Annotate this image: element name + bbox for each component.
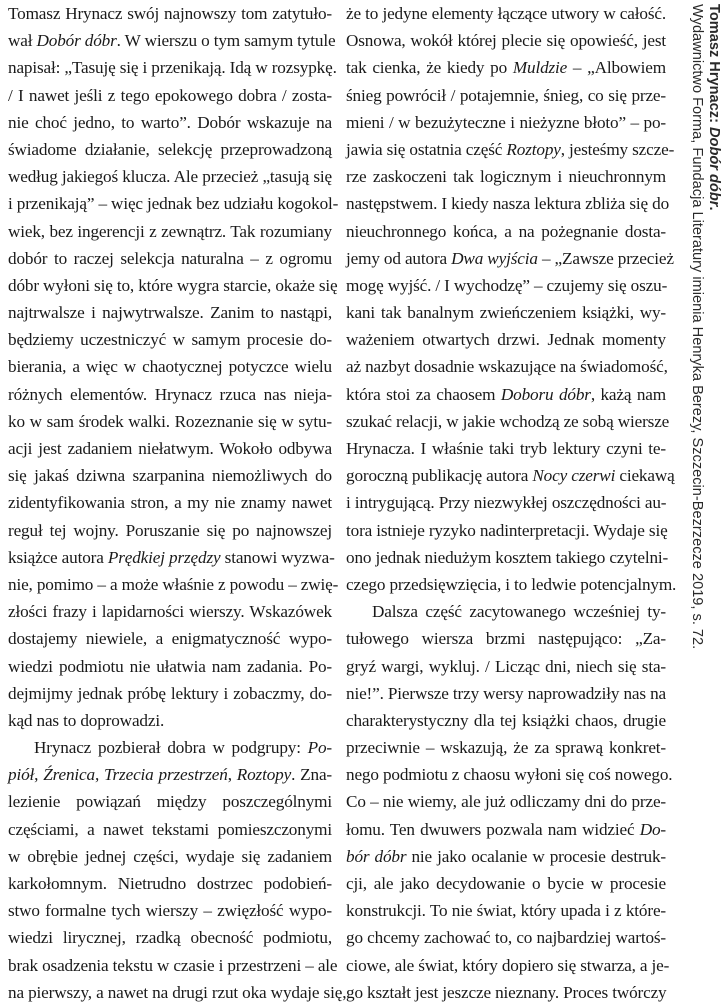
left-text-line <box>8 924 332 951</box>
left-text-line <box>8 544 335 571</box>
text-run: tora istnieje ryzyko nadinterpretacji. Wydaje się <box>346 520 668 540</box>
text-run: ważeniem otwartych drzwi. Jednak momenty <box>346 330 666 350</box>
left-text-line <box>8 353 332 380</box>
text-run: zidentyfikowania stron, a my nie znamy nawet <box>8 493 332 513</box>
text-run: i przenikają” – więc jednak bez udziału kogokol- <box>8 194 339 214</box>
left-text-line <box>8 979 347 1006</box>
left-text-line <box>8 788 332 815</box>
left-text-line <box>8 163 332 190</box>
right-text-line <box>346 598 666 625</box>
book-title: Dobór dóbr <box>706 127 722 207</box>
left-text-line <box>8 952 338 979</box>
text-run: wiek, bez ingerencji z zewnątrz. Tak rozumiany <box>8 221 332 241</box>
right-text-line <box>346 190 670 217</box>
text-run: nie!”. Pierwsze trzy wersy naprowadziły nas na <box>346 683 667 703</box>
right-text-line <box>346 245 674 272</box>
left-text-line <box>8 109 332 136</box>
right-text-line <box>346 109 666 136</box>
left-text-line <box>8 190 339 217</box>
text-run: jemy od autora <box>346 248 452 268</box>
left-text-line <box>8 326 332 353</box>
italic-title: Dobór dóbr <box>36 31 117 51</box>
text-run: Co – nie wiemy, ale już odliczamy dni do prze- <box>346 792 666 812</box>
book-publication: Wydawnictwo Forma, Fundacja Literatury imienia Henryka Berezy, Szczecin-Bezrzecze 2019, s. 72. <box>689 4 705 650</box>
text-run: , jesteśmy szcze- <box>560 139 675 159</box>
italic-title: Trzecia przestrzeń <box>104 765 228 785</box>
left-text-line <box>8 761 332 788</box>
text-run: przeciwnie – wskazują, że za sprawą konkret- <box>346 738 666 758</box>
text-run: acji jest zadaniem niełatwym. Wokoło odbywa <box>8 439 332 458</box>
right-text-line <box>346 870 666 897</box>
left-text-line <box>8 462 332 489</box>
left-text-line <box>8 870 332 897</box>
right-text-line <box>346 27 666 54</box>
text-run: na pierwszy, a nawet na drugi rzut oka wydaje się, <box>8 982 347 1002</box>
text-run: następstwem. I kiedy nasza lektura zbliża się do <box>346 194 670 214</box>
left-text-line <box>8 680 332 707</box>
text-run: łomu. Ten dwuwers pozwala nam widzieć <box>346 819 640 839</box>
right-text-line <box>346 653 666 680</box>
text-run: jawia się ostatnia część <box>346 139 507 159</box>
text-run: ciowe, ale świat, który dopiero się stwarza, a je- <box>346 955 670 975</box>
italic-title: Po- <box>307 738 332 758</box>
italic-title: bór dóbr <box>346 846 407 866</box>
text-run: reguł tej wojny. Poruszanie się po najnowszej <box>8 520 332 540</box>
text-run: – „Albowiem <box>567 58 666 78</box>
left-text-line <box>8 245 332 272</box>
text-run: ciekawą <box>615 466 675 486</box>
right-text-line <box>346 707 666 734</box>
italic-title: Nocy czerwi <box>532 466 616 486</box>
text-run: dejmijmy jednak próbę lektury i zobaczmy, do- <box>8 683 332 703</box>
text-run: wiedzi podmiotu nie ułatwia nam zadania. Po- <box>8 656 332 676</box>
right-text-line <box>346 82 666 109</box>
left-text-line <box>8 734 332 761</box>
italic-title: Dwa wyjścia <box>451 248 538 268</box>
text-run: Hrynacz pozbierał dobra w podgrupy: <box>34 738 308 758</box>
left-text-line <box>8 299 332 326</box>
right-text-line <box>346 54 666 81</box>
right-text-line <box>346 952 670 979</box>
text-run: charakterystyczny dla tej książki chaos, drugie <box>346 710 666 730</box>
text-run: będziemy uczestniczyć w samym procesie do- <box>8 330 332 350</box>
text-run: dobór to raczej selekcja naturalna – z ogromu <box>8 248 332 268</box>
italic-title: Źrenica <box>43 765 95 785</box>
text-run: goroczną publikację autora <box>346 466 533 486</box>
text-run: napisał: „Tasuję się i przenikają. Idą w rozsypkę. <box>8 58 337 78</box>
text-run: w obrębie jednej części, wydaje się zadaniem <box>8 846 332 866</box>
left-text-line <box>8 517 332 544</box>
right-text-line <box>346 761 673 788</box>
text-run: – „Zawsze przecież <box>537 248 674 268</box>
text-run: Osnowa, wokół której plecie się opowieść, jest <box>346 31 666 51</box>
text-run: nego podmiotu z chaosu wyłoni się coś nowego. <box>346 765 673 785</box>
text-run: wiedzi lirycznej, rzadką obecność podmiotu, <box>8 928 332 948</box>
left-text-line <box>8 27 336 54</box>
text-run: Tomasz Hrynacz swój najnowszy tom zatytuło- <box>8 4 332 23</box>
text-run: stanowi wyzwa- <box>220 547 335 567</box>
text-run: tułowego wiersza brzmi następująco: „Za- <box>346 629 666 649</box>
left-text-line <box>8 435 332 462</box>
text-run: czego przedsięwzięcia, i to ledwie potencjalnym. <box>346 574 677 594</box>
text-run: ko w sam środek walki. Rozeznanie się w sytu- <box>8 411 332 431</box>
right-text-line <box>346 408 670 435</box>
left-column <box>8 0 347 1006</box>
text-run: mieni / w bezużyteczne i nieżyzne błoto” – po- <box>346 112 666 132</box>
book-author-title <box>705 4 722 649</box>
text-run: szukać relacji, w jakie wchodzą ze sobą wiersze <box>346 411 670 431</box>
text-run: aż nazbyt dosadnie wskazujące na świadomość, <box>346 357 668 377</box>
right-text-line <box>346 136 675 163</box>
text-run: książce autora <box>8 547 108 567</box>
right-text-line <box>346 897 666 924</box>
left-text-line <box>8 571 339 598</box>
italic-title: Muldzie <box>512 58 568 78</box>
text-run: konstrukcji. To nie świat, który upada i z które- <box>346 901 666 921</box>
text-run: , każą nam <box>590 384 666 404</box>
left-text-line <box>8 653 332 680</box>
text-run: stwo formalne tych wierszy – zwięzłość wypo- <box>8 901 332 921</box>
left-text-line <box>8 843 332 870</box>
left-text-line <box>8 381 332 408</box>
text-run: śnieg powrócił / potajemnie, śnieg, co się prze- <box>346 85 666 105</box>
right-text-line <box>346 816 666 843</box>
text-run: nie, pomimo – a może właśnie z powodu – zwię- <box>8 574 339 594</box>
right-text-line <box>346 979 666 1006</box>
left-text-line <box>8 897 332 924</box>
left-text-line <box>8 82 332 109</box>
italic-title: Doboru dóbr <box>500 384 591 404</box>
text-run: cji, ale jako decydowanie o bycie w procesie <box>346 874 666 893</box>
text-run: Dalsza część zacytowanego wcześniej ty- <box>372 602 666 622</box>
left-text-line <box>8 598 332 625</box>
left-text-line <box>8 707 332 734</box>
text-run: go chcemy zachować to, co najbardziej wartoś- <box>346 928 666 948</box>
left-text-line <box>8 218 332 245</box>
italic-title: Roztopy <box>506 139 561 159</box>
text-run: dóbr wyłoni się to, które wygra starcie, okaże się <box>8 275 338 295</box>
text-run: nieuchronnego końca, a na pożegnanie dosta- <box>346 221 666 241</box>
right-text-line <box>346 353 666 380</box>
text-run: gryź wargi, wykluj. / Licząc dni, niech się sta- <box>346 656 666 676</box>
text-run: różnych elementów. Hrynacz rzuca nas nieja- <box>8 384 332 404</box>
text-run: i intrygującą. Przy niezwykłej oszczędności au- <box>346 493 667 513</box>
text-run: tak cienka, że kiedy po <box>346 58 513 78</box>
italic-title: piół <box>8 765 35 785</box>
right-text-line <box>346 163 666 190</box>
text-run: kąd nas to doprowadzi. <box>8 710 165 730</box>
left-text-line <box>8 0 332 27</box>
left-text-line <box>8 816 332 843</box>
right-column <box>346 0 677 1006</box>
right-text-line <box>346 788 666 815</box>
text-run: Hrynacza. I właśnie taki tryb lektury czyni te- <box>346 439 666 458</box>
right-text-line <box>346 0 666 27</box>
text-run: kani tak banalnym zwieńczeniem książki, wy- <box>346 303 666 323</box>
text-run: świadome działanie, selekcję przeprowadzoną <box>8 139 332 159</box>
text-run: najtrwalsze i najwytrwalsze. Zanim to nastąpi, <box>8 303 332 323</box>
text-run: nie jako ocalanie w procesie destruk- <box>406 846 666 866</box>
right-text-line <box>346 571 677 598</box>
right-text-line <box>346 734 666 761</box>
right-text-line <box>346 843 666 870</box>
left-text-line <box>8 408 332 435</box>
text-run: , <box>227 765 237 785</box>
left-text-line <box>8 272 338 299</box>
right-text-line <box>346 680 666 707</box>
right-text-line <box>346 272 666 299</box>
text-run: się jakaś dziwna szarpanina niemożliwych do <box>8 466 332 486</box>
text-run: . Zna- <box>291 765 333 785</box>
left-text-line <box>8 136 332 163</box>
text-run: lezienie powiązań między poszczególnymi <box>8 792 332 812</box>
right-text-line <box>346 326 666 353</box>
right-text-line <box>346 625 666 652</box>
text-run: częściami, a nawet tekstami pomieszczonymi <box>8 819 332 839</box>
left-text-line <box>8 54 337 81</box>
right-text-line <box>346 299 666 326</box>
bibliographic-note <box>688 4 722 649</box>
text-run: , <box>94 765 105 785</box>
left-text-line <box>8 625 332 652</box>
italic-title: Roztopy <box>236 765 292 785</box>
right-text-line <box>346 381 666 408</box>
right-text-line <box>346 218 666 245</box>
right-text-line <box>346 462 675 489</box>
text-run: , <box>34 765 44 785</box>
text-run: nie choć jedno, to warto”. Dobór wskazuje na <box>8 112 332 132</box>
right-text-line <box>346 489 666 516</box>
text-run: rze zaskoczeni tak logicznym i nieuchronnym <box>346 167 666 187</box>
book-author: Tomasz Hrynacz: <box>706 4 722 127</box>
right-text-line <box>346 544 669 571</box>
left-text-line <box>8 489 332 516</box>
text-run: . W wierszu o tym samym tytule <box>116 31 336 51</box>
text-run: karkołomnym. Nietrudno dostrzec podobień- <box>8 874 332 893</box>
right-text-line <box>346 517 666 544</box>
text-run: bierania, a więc w chaotycznej potyczce wielu <box>8 357 332 377</box>
italic-title: Prędkiej przędzy <box>107 547 221 567</box>
text-run: ono jednak niedużym kosztem takiego czytelni- <box>346 547 669 567</box>
text-run: brak osadzenia tekstu w czasie i przestrzeni – ale <box>8 955 338 975</box>
text-run: według jakiegoś klucza. Ale przecież „tasują się <box>8 167 332 187</box>
text-run: złości frazy i lapidarności wierszy. Wskazówek <box>8 602 332 622</box>
text-run: / I nawet jeśli z tego epokowego dobra / zosta- <box>8 85 332 105</box>
text-run: wał <box>8 31 37 51</box>
italic-title: Do- <box>639 819 666 839</box>
text-run: która stoi za chaosem <box>346 384 501 404</box>
text-run: go kształt jest jeszcze nieznany. Proces twórczy <box>346 982 667 1002</box>
text-run: że to jedyne elementy łączące utwory w całość. <box>346 4 666 23</box>
text-run: dostajemy niewiele, a enigmatyczność wypo- <box>8 629 332 649</box>
text-run: mogę wyjść. / I wychodzę” – czujemy się oszu- <box>346 275 668 295</box>
right-text-line <box>346 435 666 462</box>
right-text-line <box>346 924 666 951</box>
book-title-end: . <box>706 206 722 211</box>
